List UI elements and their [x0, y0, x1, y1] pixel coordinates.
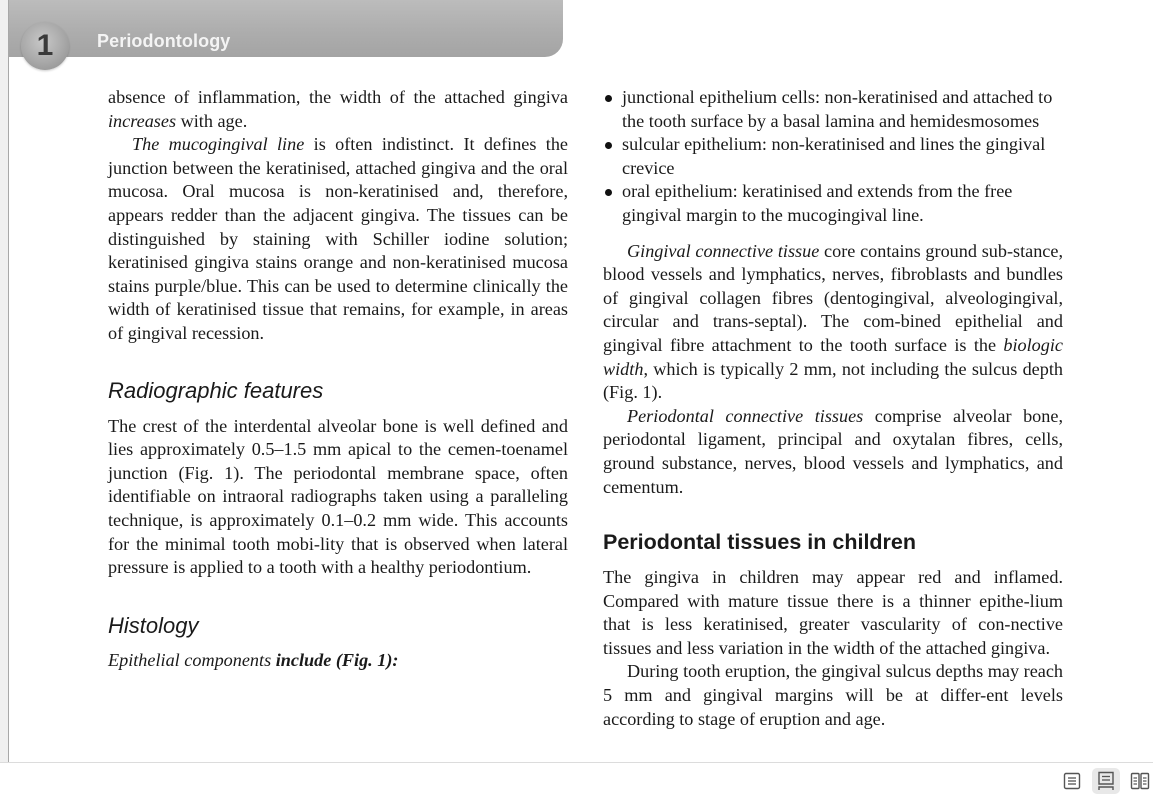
left-margin-gutter [0, 0, 9, 762]
list-item: sulcular epithelium: non-keratinised and lines the gingival crevice [603, 133, 1063, 180]
paragraph-mucogingival-line: The mucogingival line is often indistinct. It defines the junction between the keratinised, attached gingiva and the oral mucosa. Oral mucosa is non-keratinised and, therefore, appears redder than the adjacent gingiva. The tissues can be distinguished by staining with Schiller iodine solution; keratinised gingiva stains orange and non-keratinised mucosa stains purple/blue. This can be used to determine clinically the width of keratinised tissue that remains, for example, in areas of gingival recession. [108, 134, 569, 343]
list-item: oral epithelium: keratinised and extends from the free gingival margin to the mucogingival line. [603, 180, 1063, 227]
document-page [9, 0, 1153, 762]
chapter-banner [9, 0, 563, 57]
list-item: junctional epithelium cells: non-keratinised and attached to the tooth surface by a basal lamina and hemidesmosomes [603, 86, 1063, 133]
paragraph-attached-gingiva: absence of inflammation, the width of the attached gingiva increases with age. [108, 87, 568, 131]
epithelial-components-list [603, 86, 1063, 228]
chapter-title: Periodontology [97, 31, 231, 51]
view-mode-toolbar [0, 762, 1153, 799]
heading-periodontal-tissues-children: Periodontal tissues in children [603, 530, 917, 555]
two-page-icon [1130, 772, 1150, 790]
heading-histology: Histology [108, 612, 199, 638]
paragraph-tooth-eruption: During tooth eruption, the gingival sulcus depths may reach 5 mm and gingival margins will be at differ-ent levels according to stage of eruption and age. [603, 661, 1063, 729]
continuous-scroll-view-button[interactable] [1092, 768, 1120, 794]
scroll-page-icon [1097, 771, 1115, 791]
heading-radiographic-features: Radiographic features [108, 377, 324, 403]
epithelial-components-intro: Epithelial components include (Fig. 1): [108, 649, 399, 670]
paragraph-radiographic: The crest of the interdental alveolar bone is well defined and lies approximately 0.5–1.5 mm apical to the cemen-toenamel junction (Fig. 1). The periodontal membrane space, often identifiable on intraoral radiographs taken using a paralleling technique, is approximately 0.1–0.2 mm wide. This accounts for the minimal tooth mobi-lity that is observed when lateral pressure is applied to a tooth with a healthy periodontium. [108, 415, 568, 578]
single-page-icon [1063, 772, 1081, 790]
paragraph-children-gingiva: The gingiva in children may appear red and inflamed. Compared with mature tissue there is a thinner epithe-lium that is less keratinised, greater vascularity of con-nective tissues and less variation in the width of the attached gingiva. [603, 567, 1063, 658]
paragraph-periodontal-connective-tissues: Periodontal connective tissues comprise alveolar bone, periodontal ligament, principal and oxytalan fibres, cells, ground substance, nerves, blood vessels and lymphatics, and cementum. [603, 405, 1063, 497]
paragraph-gingival-connective-tissue: Gingival connective tissue core contains ground sub-stance, blood vessels and lymphatics, nerves, fibroblasts and bundles of gingival collagen fibres (dentogingival, alveologingival, circular and trans-septal). The com-bined epithelial and gingival fibre attachment to the tooth surface is the biologic width, which is typically 2 mm, not including the sulcus depth (Fig. 1). [603, 240, 1064, 403]
single-page-view-button[interactable] [1058, 768, 1086, 794]
chapter-number-badge: 1 [21, 22, 69, 70]
right-column [603, 86, 1063, 731]
two-page-view-button[interactable] [1126, 768, 1153, 794]
left-column [108, 86, 568, 672]
